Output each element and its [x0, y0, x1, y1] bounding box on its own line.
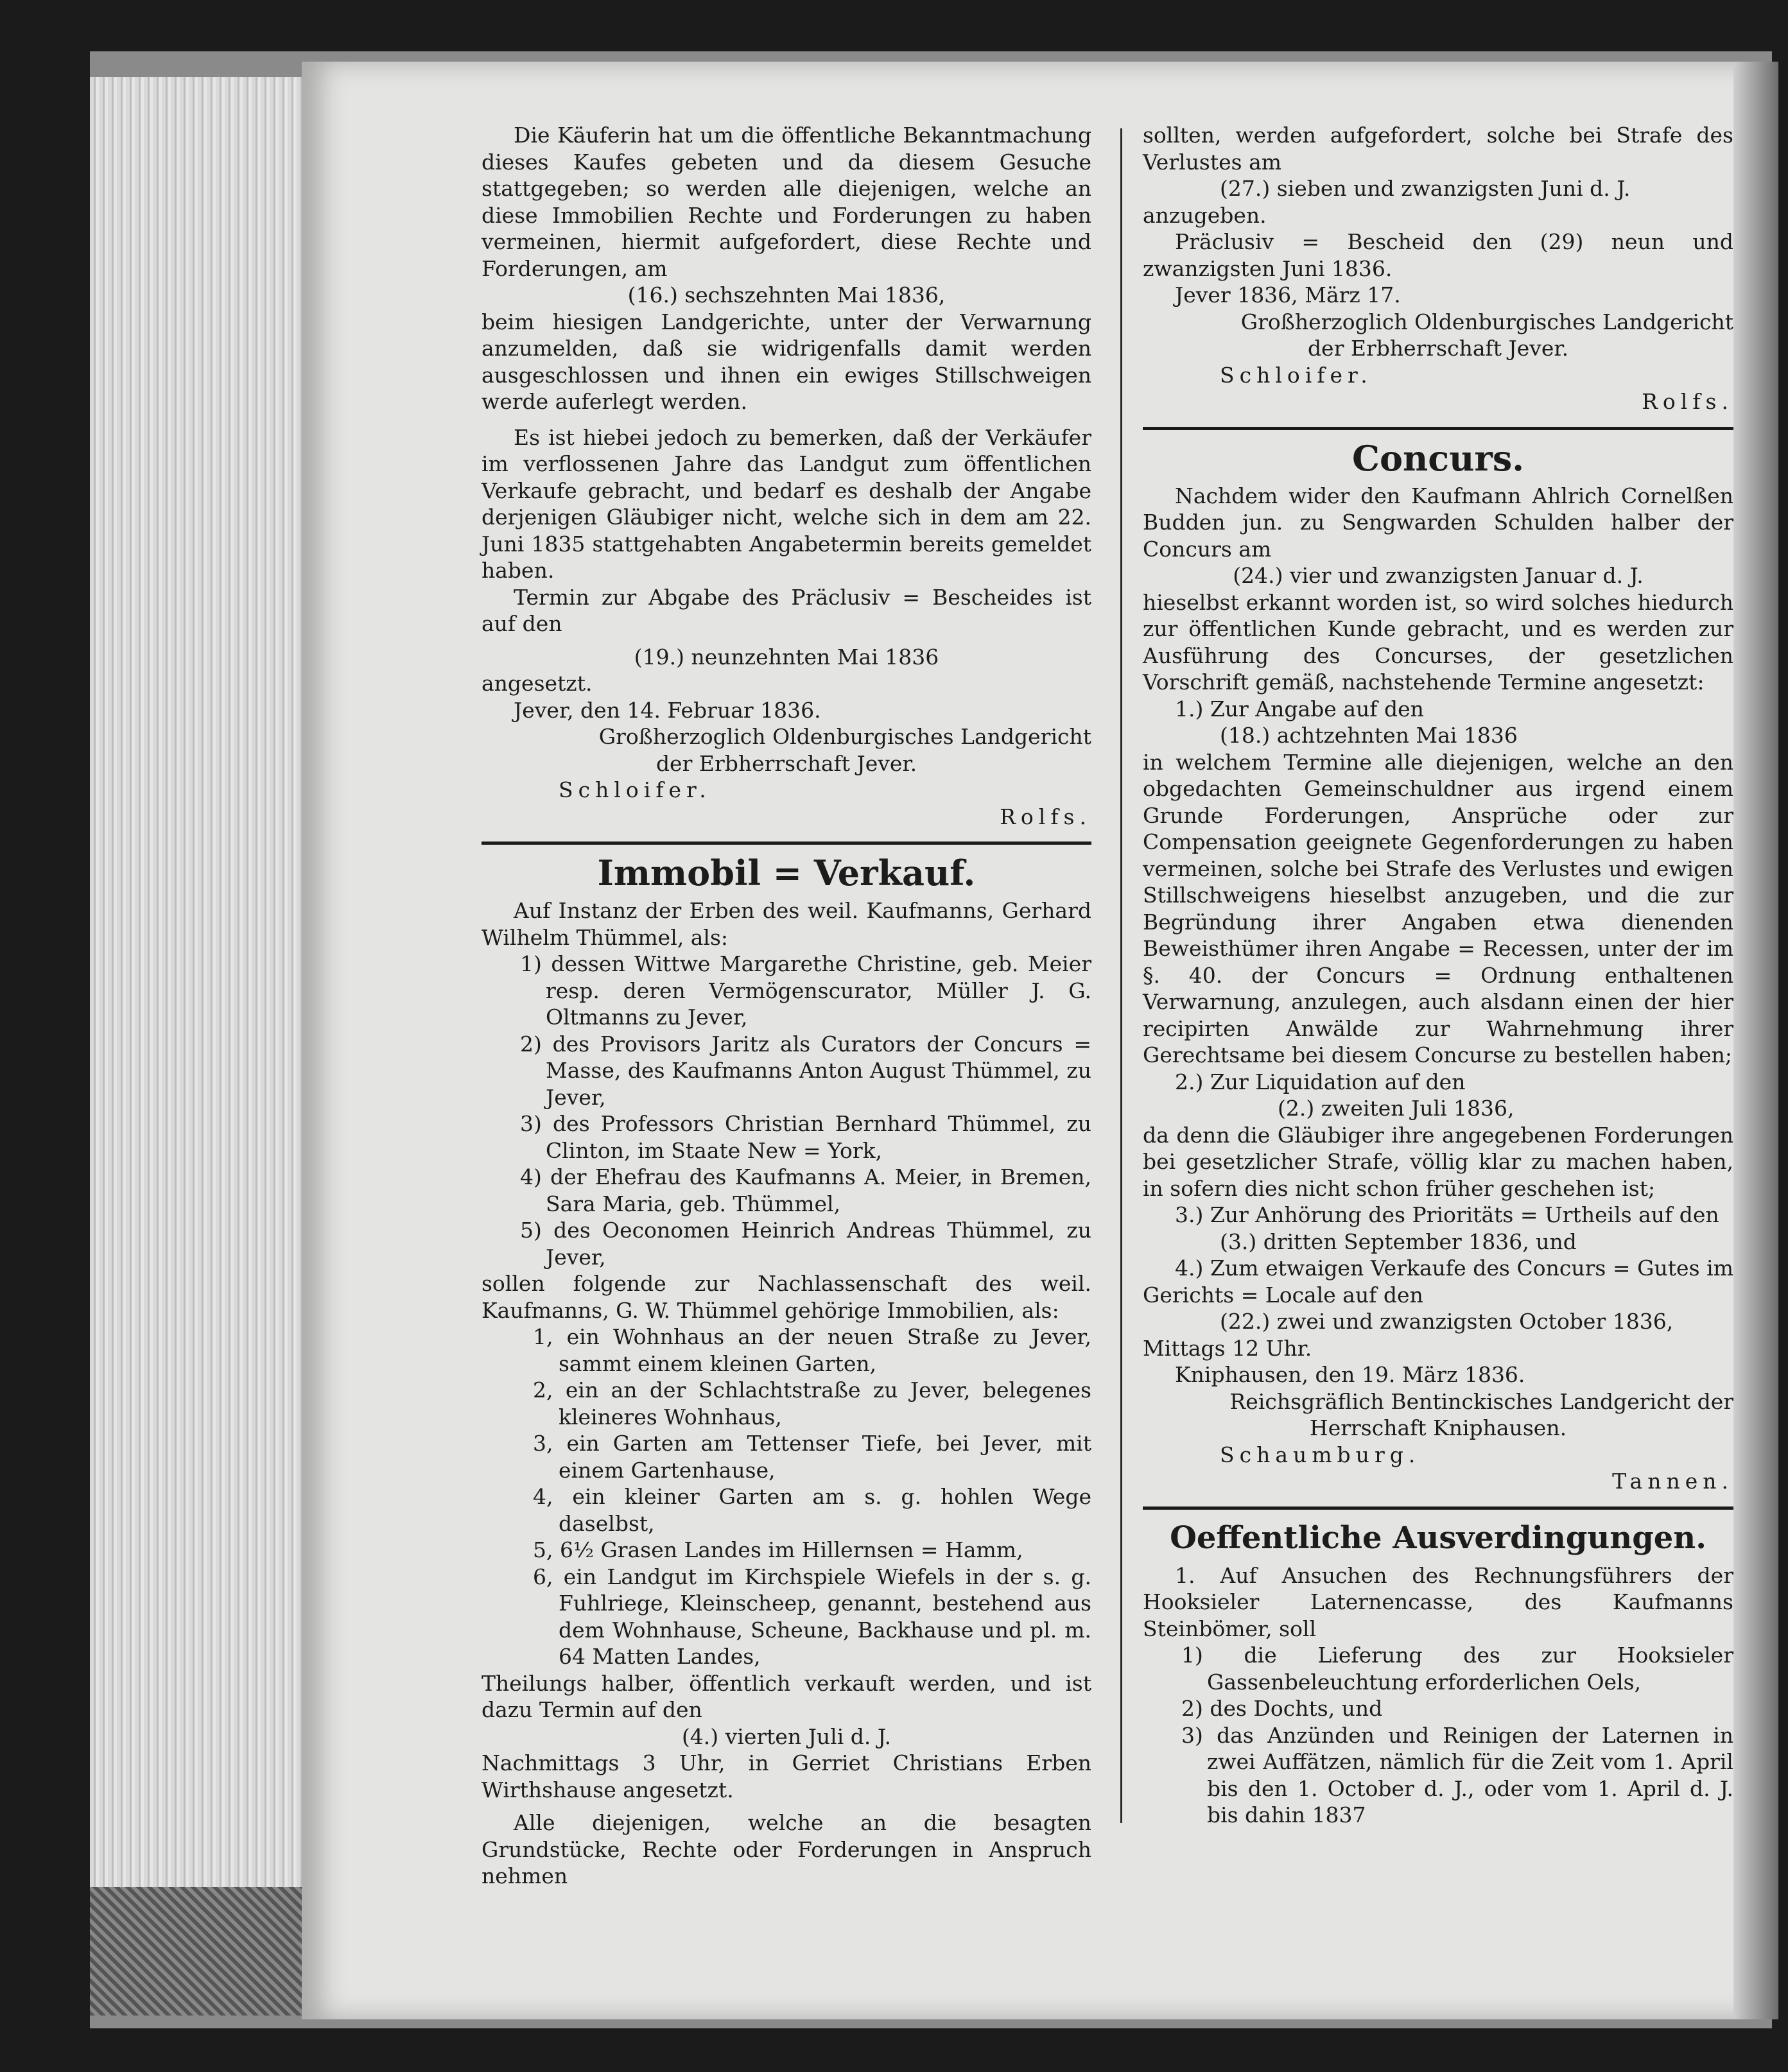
list-item: 3) des Professors Christian Bernhard Thümmel, zu Clinton, im Staate New = York, — [520, 1111, 1091, 1163]
signature: Schaumburg. — [1220, 1442, 1421, 1467]
section-heading: Immobil = Verkauf. — [597, 852, 976, 894]
paragraph: sollten, werden aufgefordert, solche bei Strafe des Verlustes am — [1143, 123, 1733, 175]
note-paragraph: Es ist hiebei jedoch zu bemerken, daß der Verkäufer im verflossenen Jahre das Landgut zum öffentlichen Verkaufe gebracht, und bedarf es deshalb der Angabe derjenigen Gläubiger nicht, welche sich in dem am 22. Juni 1835 stattgehabten Angabetermin bereits gemeldet haben. — [482, 424, 1091, 583]
paragraph: da denn die Gläubiger ihre angegebenen Forderungen bei gesetzlicher Strafe, völlig klar zu machen haben, in sofern dies nicht schon früher geschehen ist; — [1143, 1122, 1733, 1201]
time-line: Mittags 12 Uhr. — [1143, 1335, 1312, 1361]
term-label: 2.) Zur Liquidation auf den — [1175, 1069, 1466, 1094]
list-item: 2, ein an der Schlachtstraße zu Jever, belegenes kleineres Wohnhaus, — [533, 1377, 1091, 1429]
paragraph: 1. Auf Ansuchen des Rechnungsführers der Hooksieler Laternencasse, des Kaufmanns Steinbömer, soll — [1143, 1562, 1733, 1641]
section-rule — [482, 842, 1091, 845]
paragraph: sollen folgende zur Nachlassenschaft des weil. Kaufmanns, G. W. Thümmel gehörige Immobilien, als: — [482, 1271, 1091, 1323]
paragraph: beim hiesigen Landgerichte, unter der Verwarnung anzumelden, daß sie widrigenfalls damit werden ausgeschlossen und ihnen ein ewiges Stillschweigen werde auferlegt werden. — [482, 309, 1091, 414]
place-date: Jever 1836, März 17. — [1175, 282, 1401, 307]
gutter-shadow — [1733, 62, 1778, 2019]
angesetzt: angesetzt. — [482, 671, 593, 696]
date-line: (24.) vier und zwanzigsten Januar d. J. — [1233, 563, 1644, 588]
place-date: Kniphausen, den 19. März 1836. — [1175, 1362, 1525, 1387]
column-divider — [1120, 128, 1122, 1823]
signature: Rolfs. — [1642, 389, 1733, 414]
section-rule — [1143, 1507, 1733, 1510]
list-item: 3, ein Garten am Tettenser Tiefe, bei Jever, mit einem Gartenhause, — [533, 1431, 1091, 1483]
list-item: 1, ein Wohnhaus an der neuen Straße zu Jever, sammt einem kleinen Garten, — [533, 1324, 1091, 1376]
court-name: Großherzoglich Oldenburgisches Landgericht — [598, 724, 1091, 749]
section-heading: Concurs. — [1351, 437, 1525, 479]
list-item: 4) der Ehefrau des Kaufmanns A. Meier, in Bremen, Sara Maria, geb. Thümmel, — [520, 1164, 1091, 1216]
paragraph: Nachmittags 3 Uhr, in Gerriet Christians Erben Wirthshause angesetzt. — [482, 1750, 1091, 1802]
court-name-2: der Erbherrschaft Jever. — [1307, 336, 1569, 361]
date-line: (16.) sechszehnten Mai 1836, — [627, 282, 946, 307]
paragraph: hieselbst erkannt worden ist, so wird solches hiedurch zur öffentlichen Kunde gebracht, und es werden zur Ausführung des Concurses, der gesetzlichen Vorschrift gemäß, nachstehende Termine angesetzt: — [1143, 589, 1733, 695]
paragraph: Auf Instanz der Erben des weil. Kaufmanns, Gerhard Wilhelm Thümmel, als: — [482, 898, 1091, 950]
signature: Rolfs. — [1000, 804, 1091, 829]
paragraph: Theilungs halber, öffentlich verkauft werden, und ist dazu Termin auf den — [482, 1670, 1091, 1722]
date-line: (4.) vierten Juli d. J. — [681, 1723, 892, 1749]
date-line: (19.) neunzehnten Mai 1836 — [634, 644, 939, 669]
paragraph: Alle diejenigen, welche an die besagten Grundstücke, Rechte oder Forderungen in Anspruch nehmen — [482, 1810, 1091, 1888]
page-edges-bottom — [90, 1887, 308, 2016]
term-label: 4.) Zum etwaigen Verkaufe des Concurs = Gutes im Gerichts = Locale auf den — [1143, 1256, 1733, 1308]
list-item: 4, ein kleiner Garten am s. g. hohlen Wege daselbst, — [533, 1484, 1091, 1536]
court-name-2: der Erbherrschaft Jever. — [655, 750, 917, 776]
date-line: (2.) zweiten Juli 1836, — [1278, 1096, 1515, 1121]
term-label: 1.) Zur Angabe auf den — [1175, 696, 1424, 721]
paragraph: in welchem Termine alle diejenigen, welche an den obgedachten Gemeinschuldner aus irgend einem Grunde Forderungen, Ansprüche oder zur Compensation geeignete Gegenforderungen zu haben vermeinen, solche bei Strafe des Verlustes und ewigen Stillschweigens hieselbst anzugeben, und die zur Begründung ihrer Angaben etwa dienenden Beweisthümer ihren Angabe = Recessen, unter der im §. 40. der Concurs = Ordnung enthaltenen Verwarnung, anzulegen, auch alsdann einen der hier recipirten Anwälde zur Wahrnehmung ihrer Gerechtsame bei diesem Concurse zu bestellen haben; — [1143, 749, 1733, 1067]
date-line: (27.) sieben und zwanzigsten Juni d. J. — [1220, 176, 1631, 201]
left-column — [482, 122, 1091, 1890]
list-item: 1) die Lieferung des zur Hooksieler Gassenbeleuchtung erforderlichen Oels, — [1181, 1643, 1733, 1695]
termin-paragraph: Termin zur Abgabe des Präclusiv = Bescheides ist auf den — [482, 584, 1091, 636]
list-item: 1) dessen Wittwe Margarethe Christine, geb. Meier resp. deren Vermögenscurator, Müller J. G. Oltmanns zu Jever, — [520, 951, 1091, 1030]
date-line: (22.) zwei und zwanzigsten October 1836, — [1220, 1309, 1674, 1334]
section-heading: Oeffentliche Ausverdingungen. — [1170, 1519, 1706, 1556]
court-name: Großherzoglich Oldenburgisches Landgericht — [1240, 309, 1733, 334]
paragraph: Nachdem wider den Kaufmann Ahlrich Cornelßen Budden jun. zu Sengwarden Schulden halber der Concurs am — [1143, 483, 1733, 562]
signature: Tannen. — [1612, 1469, 1733, 1494]
place-date: Jever, den 14. Februar 1836. — [514, 697, 821, 723]
list-item: 2) des Provisors Jaritz als Curators der Concurs = Masse, des Kaufmanns Anton August Thümmel, zu Jever, — [520, 1031, 1091, 1110]
date-line: (3.) dritten September 1836, und — [1220, 1229, 1577, 1254]
list-item: 5) des Oeconomen Heinrich Andreas Thümmel, zu Jever, — [520, 1218, 1091, 1270]
list-item: 5, 6½ Grasen Landes im Hillernsen = Hamm, — [533, 1537, 1023, 1562]
paragraph: anzugeben. — [1143, 202, 1267, 228]
list-item: 2) des Dochts, und — [1181, 1696, 1383, 1721]
court-name: Reichsgräflich Bentinckisches Landgericht der — [1229, 1388, 1733, 1414]
date-line: (18.) achtzehnten Mai 1836 — [1220, 723, 1518, 748]
list-item: 3) das Anzünden und Reinigen der Laternen in zwei Auffätzen, nämlich für die Zeit vom 1. April bis den 1. October d. J., oder vom 1. April d. J. bis dahin 1837 — [1181, 1722, 1733, 1827]
intro-paragraph: Die Käuferin hat um die öffentliche Bekanntmachung dieses Kaufes gebeten und da diesem Gesuche stattgegeben; so werden alle diejenigen, welche an diese Immobilien Rechte und Forderungen zu haben vermeinen, hiermit aufgefordert, diese Rechte und Forderungen, am — [482, 123, 1091, 281]
court-name-2: Herrschaft Kniphausen. — [1309, 1415, 1567, 1440]
section-rule — [1143, 427, 1733, 430]
paragraph: Präclusiv = Bescheid den (29) neun und zwanzigsten Juni 1836. — [1143, 229, 1733, 281]
list-item: 6, ein Landgut im Kirchspiele Wiefels in der s. g. Fuhlriege, Kleinscheep, genannt, bestehend aus dem Wohnhause, Scheune, Backhause und pl. m. 64 Matten Landes, — [533, 1564, 1091, 1669]
right-column — [1143, 122, 1733, 1829]
signature: Schloifer. — [559, 777, 711, 802]
signature: Schloifer. — [1220, 362, 1373, 388]
page-edges — [90, 77, 308, 2016]
term-label: 3.) Zur Anhörung des Prioritäts = Urtheils auf den — [1175, 1202, 1719, 1227]
